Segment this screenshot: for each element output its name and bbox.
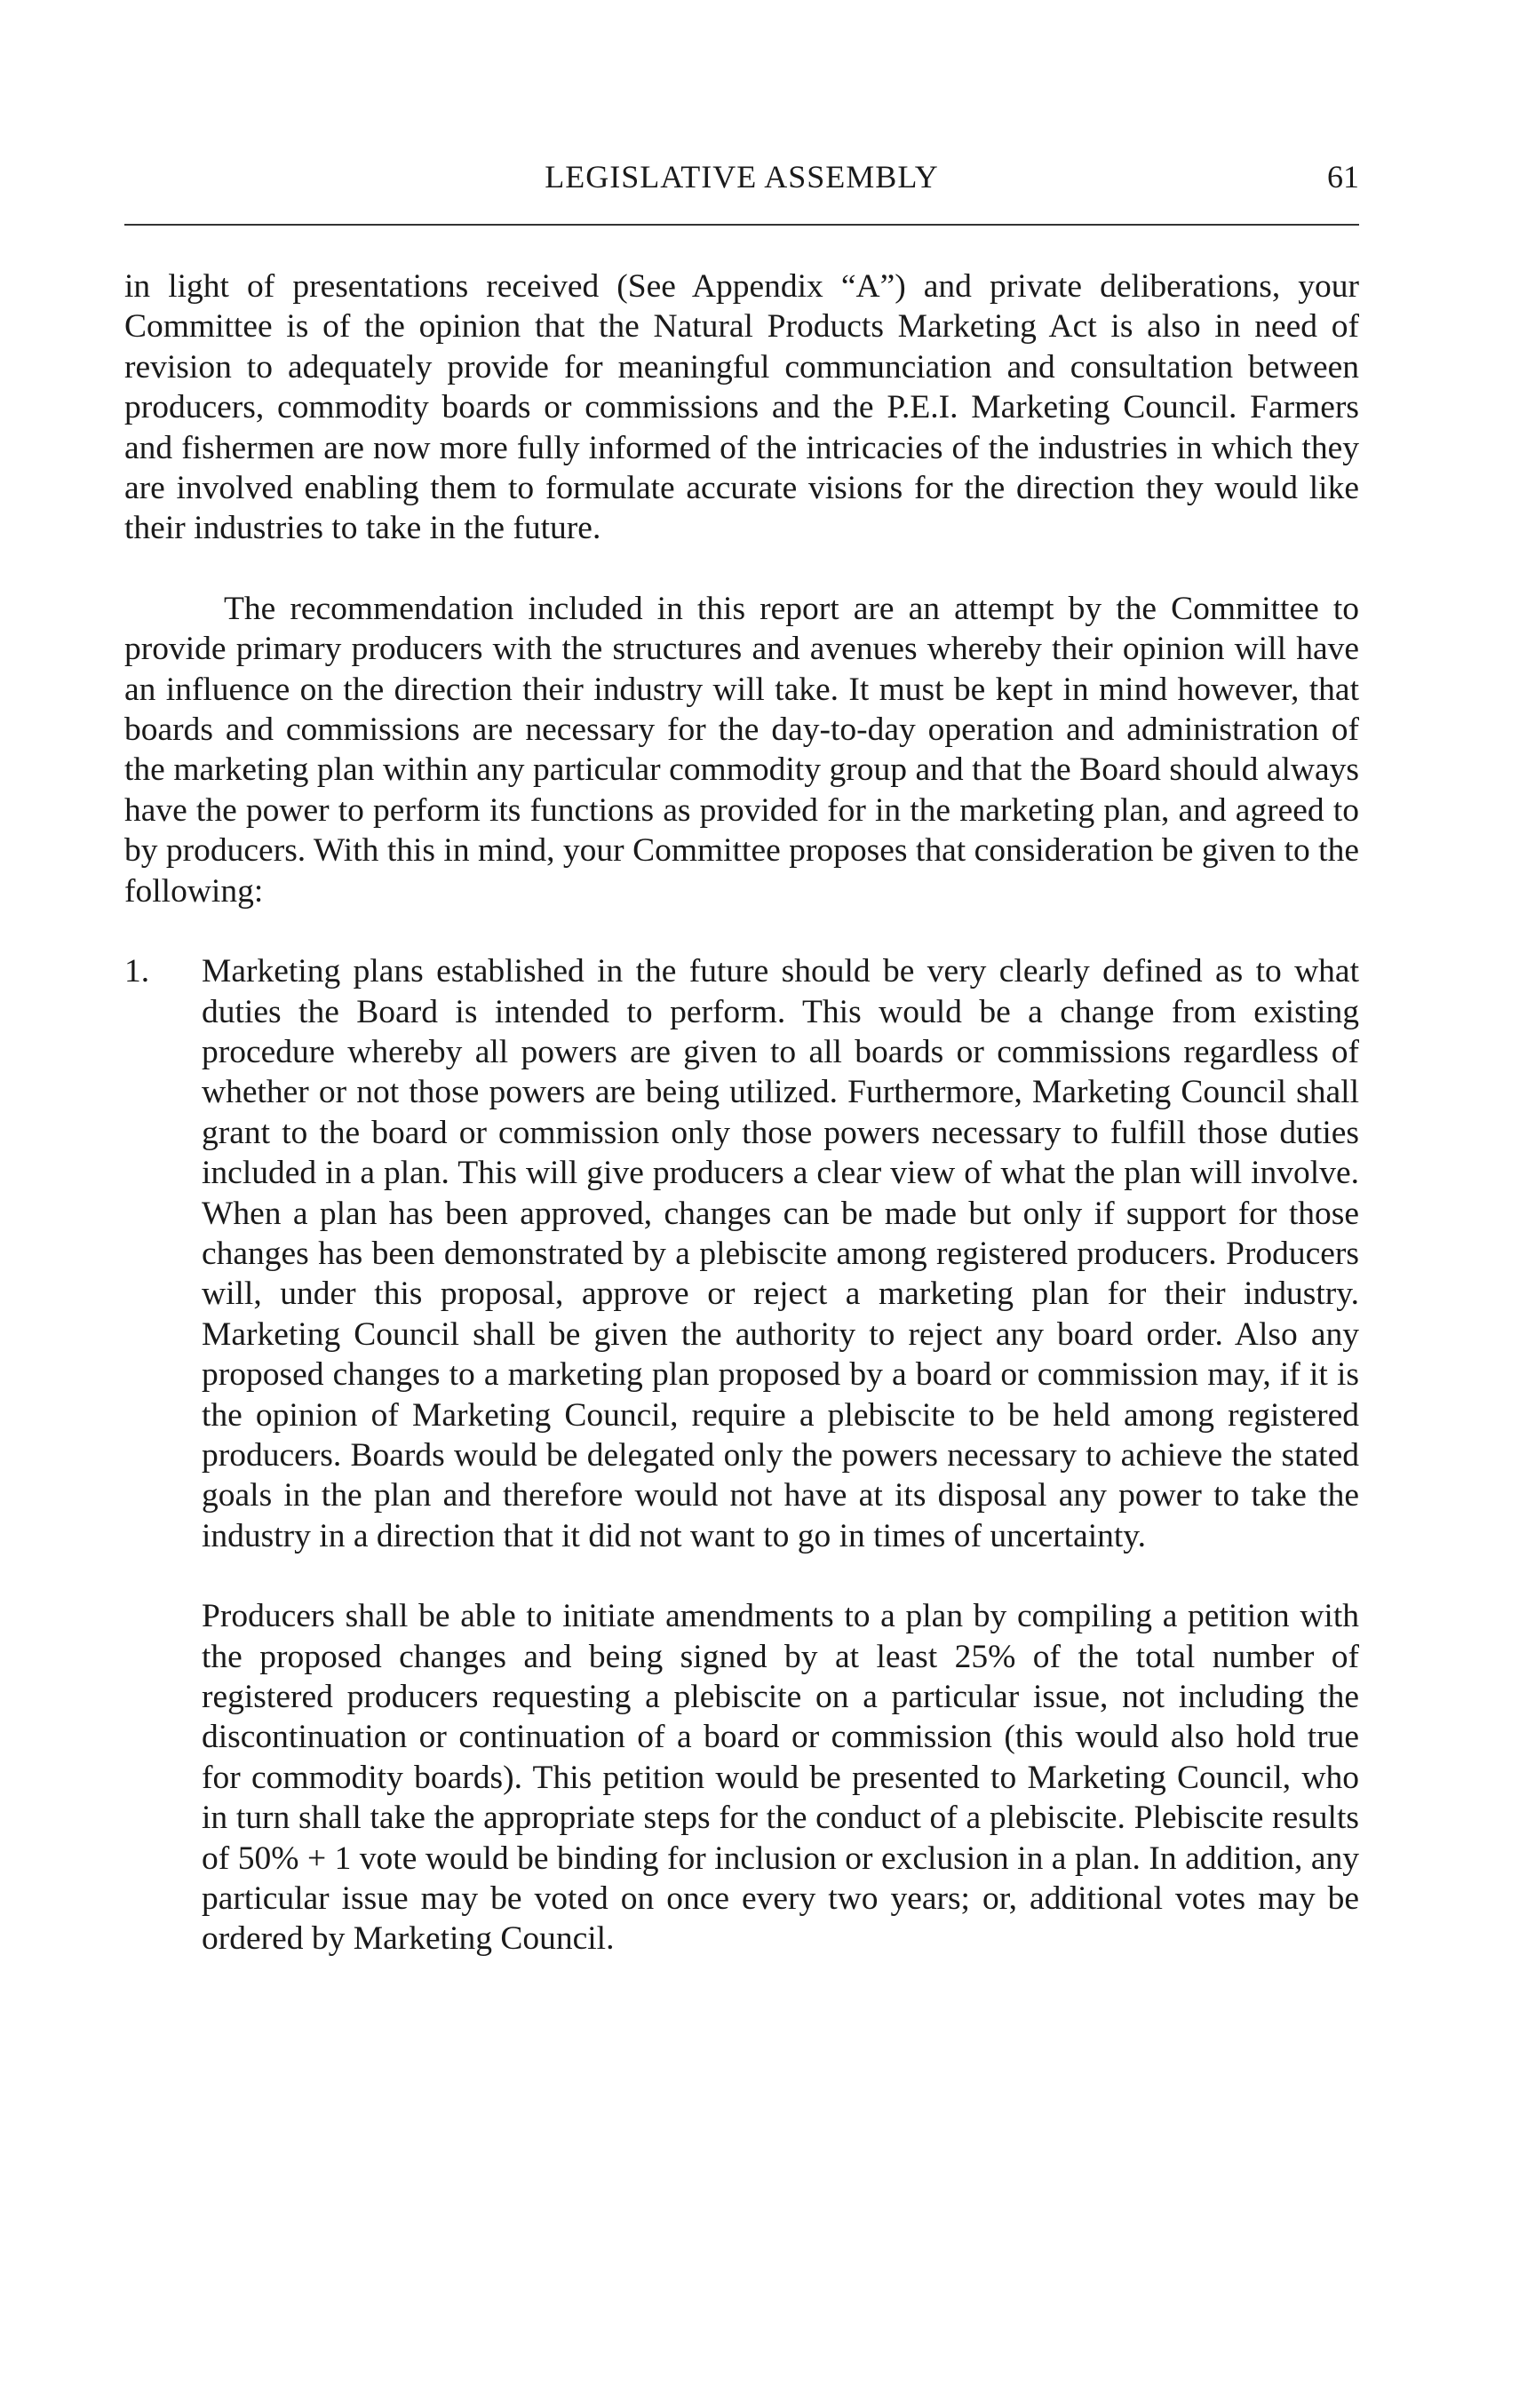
body-text xyxy=(124,266,1359,1959)
page-number: 61 xyxy=(1327,159,1359,195)
list-item xyxy=(124,951,1359,1556)
header-rule xyxy=(124,224,1359,226)
running-header xyxy=(124,158,1359,203)
list-item-continuation: Producers shall be able to initiate amendments to a plan by compiling a petition with the proposed changes and being signed by at least 25% of the total number of registered producers requesting a plebiscite on a particular issue, not including the discontinuation or continuation of a board or commission (this would also hold true for commodity boards). This petition would be presented to Marketing Council, who in turn shall take the appropriate steps for the conduct of a plebiscite. Plebiscite results of 50% + 1 vote would be binding for inclusion or exclusion in a plan. In addition, any particular issue may be voted on once every two years; or, additional votes may be ordered by Marketing Council. xyxy=(202,1598,1359,1958)
list-marker: 1. xyxy=(124,953,150,990)
running-title: LEGISLATIVE ASSEMBLY xyxy=(545,159,939,195)
paragraph-continued: in light of presentations received (See Appendix “A”) and private deliberations, your Committee is of the opinion that the Natural Products Marketing Act is also in need of revision to adequately provide for meaningful communciation and consultation between producers, commodity boards or commissions and the P.E.I. Marketing Council. Farmers and fishermen are now more fully informed of the intricacies of the industries in which they are involved enabling them to formulate accurate visions for the direction they would like their industries to take in the future. xyxy=(124,268,1359,547)
list-item-text: Marketing plans established in the future should be very clearly defined as to what duties the Board is intended to perform. This would be a change from existing procedure whereby all powers are given to all boards or commissions regardless of whether or not those powers are being utilized. Furthermore, Marketing Council shall grant to the board or commission only those powers necessary to fulfill those duties included in a plan. This will give producers a clear view of what the plan will involve. When a plan has been approved, changes can be made but only if support for those changes has been demonstrated by a plebiscite among registered producers. Producers will, under this proposal, approve or reject a marketing plan for their industry. Marketing Council shall be given the authority to reject any board order. Also any proposed changes to a marketing plan proposed by a board or commission may, if it is the opinion of Marketing Council, require a plebiscite to be held among registered producers. Boards would be delegated only the powers necessary to achieve the stated goals in the plan and therefore would not have at its disposal any power to take the industry in a direction that it did not want to go in times of uncertainty. xyxy=(202,953,1359,1554)
paragraph: The recommendation included in this report are an attempt by the Committee to provide primary producers with the structures and avenues whereby their opinion will have an influence on the direction their industry will take. It must be kept in mind however, that boards and commissions are necessary for the day-to-day operation and administration of the marketing plan within any particular commodity group and that the Board should always have the power to perform its functions as provided for in the marketing plan, and agreed to by producers. With this in mind, your Committee proposes that consideration be given to the following: xyxy=(124,590,1359,910)
